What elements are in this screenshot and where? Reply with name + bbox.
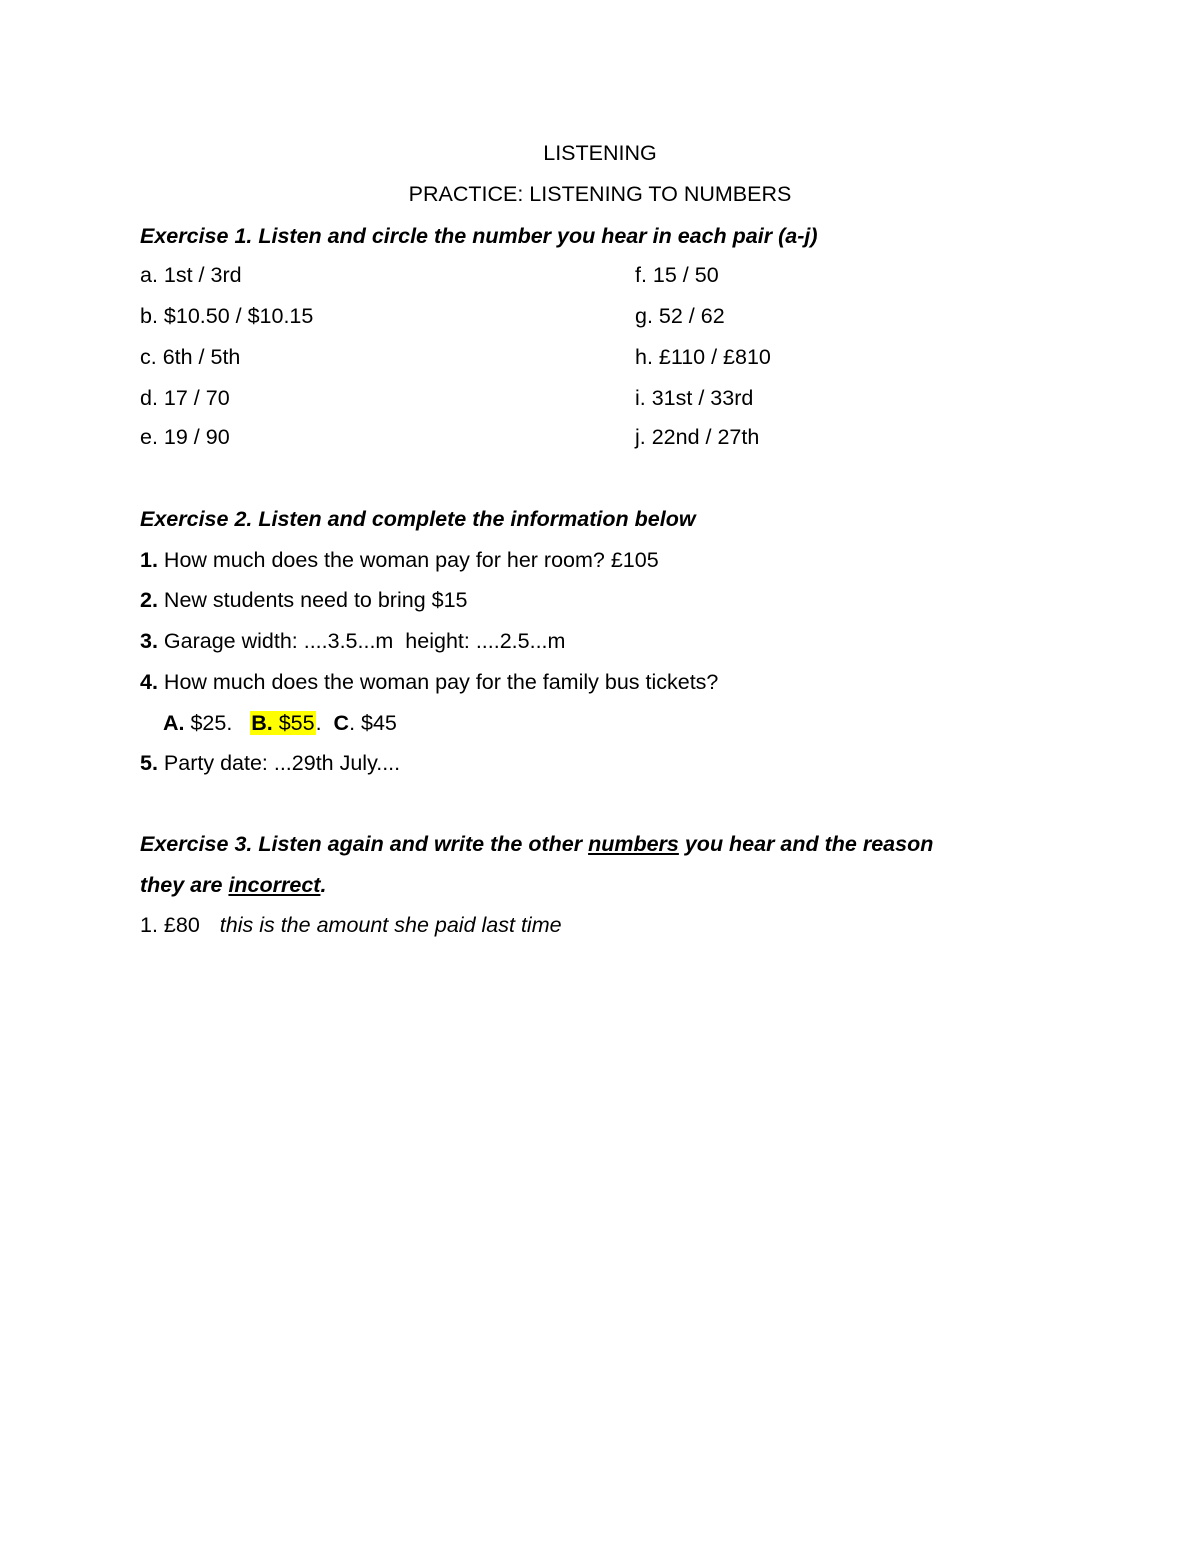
document-title: LISTENING xyxy=(543,141,657,165)
heading-text: you hear and the reason xyxy=(678,832,934,856)
exercise1-item-a: a. 1st / 3rd xyxy=(140,263,242,287)
exercise1-item-c: c. 6th / 5th xyxy=(140,345,241,369)
heading-text: they are xyxy=(140,873,229,897)
exercise1-item-g: g. 52 / 62 xyxy=(635,304,725,328)
exercise1-item-b: b. $10.50 / $10.15 xyxy=(140,304,314,328)
option-separator: . xyxy=(315,711,334,735)
exercise2-item-2 xyxy=(140,587,468,613)
exercise1-item-f: f. 15 / 50 xyxy=(635,263,719,287)
answer-number: 1. £80 xyxy=(140,913,200,937)
heading-text: . xyxy=(320,873,327,897)
heading-underlined-incorrect: incorrect xyxy=(228,873,321,897)
heading-underlined-numbers: numbers xyxy=(588,832,679,856)
exercise2-item-1 xyxy=(140,547,659,573)
item-number: 2. xyxy=(140,588,158,612)
document-subtitle: PRACTICE: LISTENING TO NUMBERS xyxy=(408,182,792,206)
option-c-letter: C xyxy=(333,711,350,735)
option-b-highlight xyxy=(250,711,315,735)
item-number: 4. xyxy=(140,670,158,694)
item-text: New students need to bring $15 xyxy=(157,588,468,612)
exercise2-options xyxy=(163,710,397,736)
exercise2-item-5 xyxy=(140,750,400,776)
exercise3-answer-1 xyxy=(140,912,562,938)
exercise2-item-4 xyxy=(140,669,718,695)
exercise1-item-i: i. 31st / 33rd xyxy=(635,386,754,410)
option-a-letter: A. xyxy=(163,711,185,735)
exercise2-item-3 xyxy=(140,628,565,654)
exercise1-item-d: d. 17 / 70 xyxy=(140,386,230,410)
item-text: How much does the woman pay for her room? £105 xyxy=(157,548,659,572)
exercise1-item-h: h. £110 / £810 xyxy=(635,345,771,369)
item-number: 3. xyxy=(140,629,158,653)
exercise1-item-e: e. 19 / 90 xyxy=(140,425,230,449)
heading-text: Exercise 3. Listen again and write the other xyxy=(140,832,589,856)
exercise3-heading-line2 xyxy=(140,872,326,898)
answer-reason: this is the amount she paid last time xyxy=(219,913,562,937)
exercise2-heading: Exercise 2. Listen and complete the information below xyxy=(140,507,696,531)
item-number: 1. xyxy=(140,548,158,572)
item-text: Party date: ...29th July.... xyxy=(157,751,401,775)
item-number: 5. xyxy=(140,751,158,775)
option-c-value: . $45 xyxy=(349,711,397,735)
option-a-value: $25. xyxy=(184,711,233,735)
exercise3-heading-line1 xyxy=(140,831,933,857)
exercise1-item-j: j. 22nd / 27th xyxy=(635,425,760,449)
item-text: How much does the woman pay for the family bus tickets? xyxy=(157,670,719,694)
exercise1-heading: Exercise 1. Listen and circle the number you hear in each pair (a-j) xyxy=(140,224,818,248)
item-text: Garage width: ....3.5...m height: ....2.5...m xyxy=(157,629,566,653)
option-b-letter: B. xyxy=(251,711,273,735)
option-b-value: $55 xyxy=(272,711,315,735)
